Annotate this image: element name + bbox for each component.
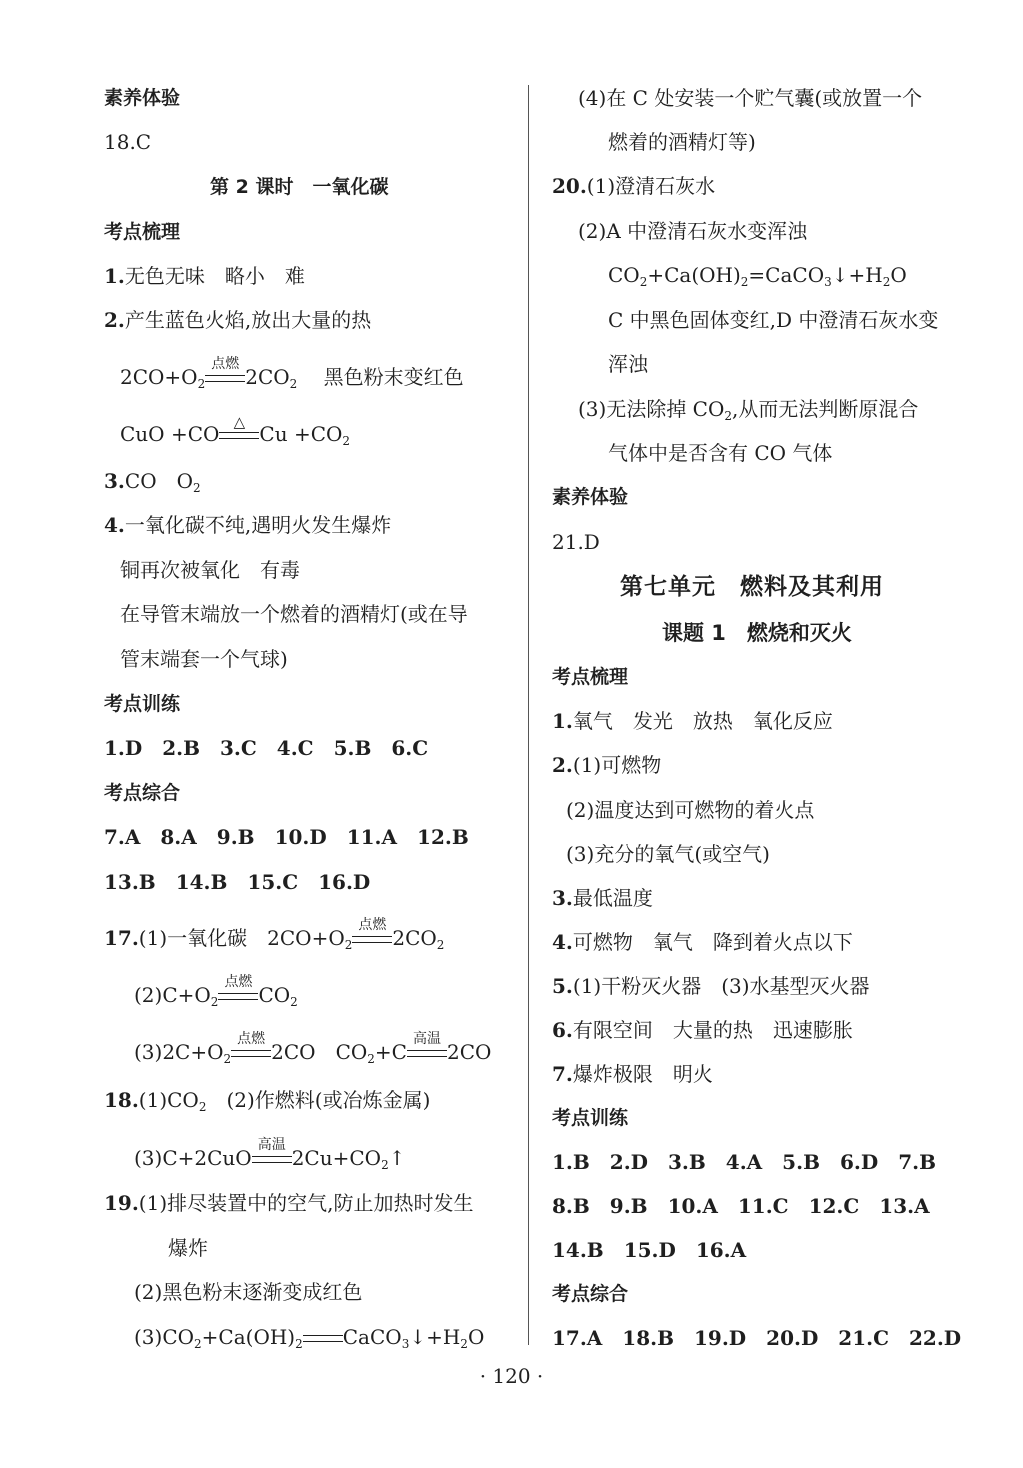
section-heading: 考点综合 (104, 782, 181, 804)
section-heading: 考点梳理 (552, 666, 629, 688)
section-heading: 考点综合 (552, 1283, 629, 1305)
section-heading: 考点梳理 (104, 221, 181, 243)
answer-2: 2.产生蓝色火焰,放出大量的热 (104, 308, 372, 332)
equation-cuo-reduction: CuO +CO △ $Cu +CO_2$ (120, 413, 351, 448)
answer-20-1: 20.(1)澄清石灰水 (552, 174, 716, 198)
answer-19-4-cont: 燃着的酒精灯等) (608, 130, 756, 154)
answer-20-2: (2)A 中澄清石灰水变浑浊 (578, 219, 808, 243)
answer-19-3: $(3)CO_2+Ca(OH)_2$ $CaCO_3↓+H_2O$ (134, 1325, 485, 1351)
point-4: 4.可燃物 氧气 降到着火点以下 (552, 930, 853, 954)
column-divider (528, 85, 529, 1345)
answer-20-2-line: C 中黑色固体变红,D 中澄清石灰水变 (608, 308, 939, 332)
answer-20-3: (3)无法除掉 $CO_2$,从而无法判断原混合 (578, 397, 919, 423)
reaction-arrow: 点燃 (205, 366, 245, 386)
point-6: 6.有限空间 大量的热 迅速膨胀 (552, 1018, 853, 1042)
section-heading: 素养体验 (552, 486, 629, 508)
answer-20-2-line: 浑浊 (608, 352, 648, 376)
answer-4-line: 铜再次被氧化 有毒 (120, 558, 300, 582)
reaction-arrow: △ (219, 423, 259, 443)
answer-20-3-cont: 气体中是否含有 CO 气体 (608, 441, 833, 465)
point-2: 2.(1)可燃物 (552, 753, 662, 777)
point-1: 1.氧气 发光 放热 氧化反应 (552, 709, 833, 733)
answer-17-1: 17.(1)一氧化碳 $2CO+O_2$ 点燃 $2CO_2$ (104, 917, 445, 952)
point-2-line: (2)温度达到可燃物的着火点 (566, 798, 815, 822)
answer-19-1-cont: 爆炸 (168, 1236, 208, 1260)
answer-4: 4.一氧化碳不纯,遇明火发生爆炸 (104, 513, 392, 537)
reaction-arrow: 点燃 (352, 927, 392, 947)
section-heading: 考点训练 (104, 693, 181, 715)
answer-row: 1.D 2.B 3.C 4.C 5.B 6.C (104, 736, 429, 760)
answer-18-3: (3)C+2CuO 高温 $2Cu+CO_2↑$ (134, 1137, 406, 1172)
answer-18: $18.(1)CO_2$ (2)作燃料(或冶炼金属) (104, 1088, 431, 1114)
unit-title: 第七单元 燃料及其利用 (620, 574, 884, 600)
point-3: 3.最低温度 (552, 886, 653, 910)
lesson-title: 课题 1 燃烧和灭火 (662, 621, 852, 645)
answer-19-4: (4)在 C 处安装一个贮气囊(或放置一个 (578, 86, 923, 110)
reaction-arrow (303, 1326, 343, 1346)
answer-row: 14.B 15.D 16.A (552, 1238, 747, 1262)
lesson-title: 第 2 课时 一氧化碳 (210, 176, 389, 198)
reaction-arrow: 高温 (252, 1147, 292, 1167)
point-5: 5.(1)干粉灭火器 (3)水基型灭火器 (552, 974, 870, 998)
answer-21: 21.D (552, 530, 600, 554)
answer-4-line: 在导管末端放一个燃着的酒精灯(或在导 (120, 602, 468, 626)
reaction-arrow: 点燃 (231, 1041, 271, 1061)
section-heading: 素养体验 (104, 87, 181, 109)
answer-row: 13.B 14.B 15.C 16.D (104, 870, 371, 894)
answer-row: 17.A 18.B 19.D 20.D 21.C 22.D (552, 1326, 962, 1350)
page-number: · 120 · (479, 1364, 544, 1388)
answer-4-line: 管末端套一个气球) (120, 647, 288, 671)
point-7: 7.爆炸极限 明火 (552, 1062, 713, 1086)
answer-1: 1.无色无味 略小 难 (104, 264, 305, 288)
equation-limewater: $CO_2+Ca(OH)_2=CaCO_3↓+H_2O$ (608, 263, 907, 289)
answer-3: 3.CO $O_2$ (104, 469, 201, 495)
equation-co-combustion: $2CO+O_2$ 点燃 $2CO_2$ 黑色粉末变红色 (120, 356, 464, 391)
section-heading: 考点训练 (552, 1107, 629, 1129)
answer-17-3: $(3)2C+O_2$ 点燃 2CO $CO_2+C$ 高温 2CO (134, 1031, 492, 1066)
answer-row: 8.B 9.B 10.A 11.C 12.C 13.A (552, 1194, 930, 1218)
answer-row: 7.A 8.A 9.B 10.D 11.A 12.B (104, 825, 469, 849)
point-2-line: (3)充分的氧气(或空气) (566, 842, 770, 866)
reaction-arrow: 高温 (407, 1041, 447, 1061)
answer-row: 1.B 2.D 3.B 4.A 5.B 6.D 7.B (552, 1150, 936, 1174)
reaction-arrow: 点燃 (218, 984, 258, 1004)
answer-19-2: (2)黑色粉末逐渐变成红色 (134, 1280, 363, 1304)
answer-18: 18.C (104, 130, 152, 154)
answer-19-1: 19.(1)排尽装置中的空气,防止加热时发生 (104, 1191, 474, 1215)
answer-17-2: $(2)C+O_2$ 点燃 $CO_2$ (134, 974, 298, 1009)
